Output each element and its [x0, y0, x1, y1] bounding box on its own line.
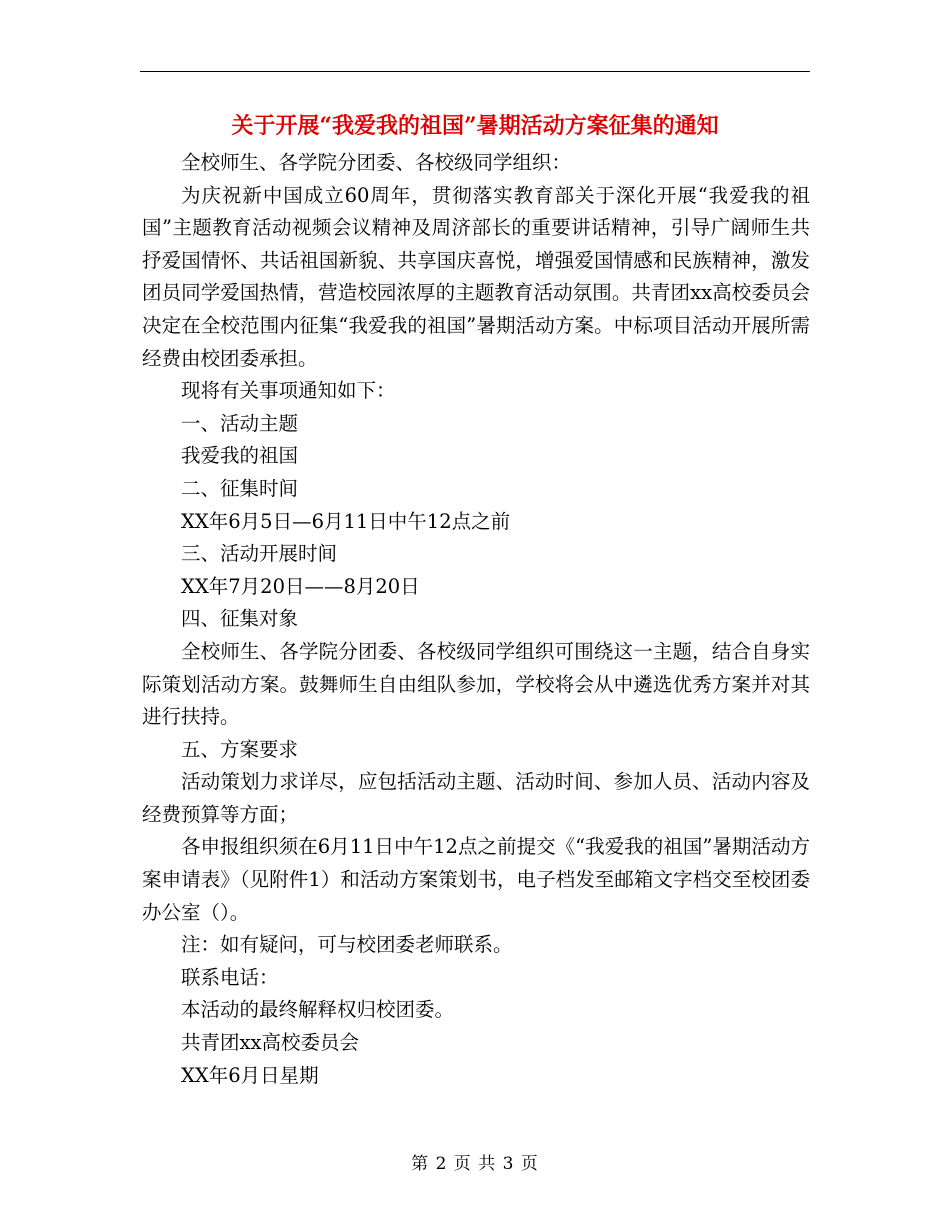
- paragraph-submission: 各申报组织须在6月11日中午12点之前提交《“我爱我的祖国”暑期活动方案申请表》（见附件1）和活动方案策划书，电子档发至邮箱文字档交至校团委办公室（）。: [142, 835, 810, 924]
- paragraph-note: 注：如有疑问，可与校团委老师联系。: [181, 933, 513, 957]
- paragraph-target: 全校师生、各学院分团委、各校级同学组织可围绕这一主题，结合自身实际策划活动方案。鼓舞师生自由组队参加，学校将会从中遴选优秀方案并对其进行扶持。: [142, 639, 810, 729]
- document-body: [142, 147, 810, 1092]
- paragraph-theme: 我爱我的祖国: [181, 444, 299, 468]
- paragraph-interpretation: 本活动的最终解释权归校团委。: [181, 998, 455, 1022]
- page-footer: 第 2 页 共 3 页: [411, 1154, 539, 1174]
- section-heading-target: 四、征集对象: [181, 607, 299, 631]
- paragraph-activity-time: XX年7月20日——8月20日: [181, 574, 420, 598]
- paragraph-signature: 共青团xx高校委员会: [181, 1031, 359, 1055]
- paragraph-intro: 为庆祝新中国成立60周年，贯彻落实教育部关于深化开展“我爱我的祖国”主题教育活动视频会议精神及周济部长的重要讲话精神，引导广阔师生共抒爱国情怀、共话祖国新貌、共享国庆喜悦，增强爱国情感和民族精神，激发团员同学爱国热情，营造校园浓厚的主题教育活动氛围。共青团xx高校委员会决定在全校范围内征集“我爱我的祖国”暑期活动方案。中标项目活动开展所需经费由校团委承担。: [142, 183, 810, 370]
- paragraph-salutation: 全校师生、各学院分团委、各校级同学组织：: [181, 151, 572, 174]
- paragraph-notice: 现将有关事项通知如下：: [181, 379, 396, 403]
- section-heading-requirements: 五、方案要求: [181, 737, 299, 761]
- paragraph-requirements: 活动策划力求详尽，应包括活动主题、活动时间、参加人员、活动内容及经费预算等方面；: [142, 770, 810, 826]
- paragraph-phone: 联系电话：: [181, 965, 279, 989]
- paragraph-date: XX年6月日星期: [181, 1063, 319, 1087]
- section-heading-activity-time: 三、活动开展时间: [181, 542, 338, 566]
- document-title: 关于开展“我爱我的祖国”暑期活动方案征集的通知: [231, 113, 719, 139]
- header-rule: [140, 71, 810, 72]
- paragraph-collection-time: XX年6月5日—6月11日中午12点之前: [181, 509, 511, 533]
- section-heading-theme: 一、活动主题: [181, 411, 299, 435]
- section-heading-collection-time: 二、征集时间: [181, 476, 299, 500]
